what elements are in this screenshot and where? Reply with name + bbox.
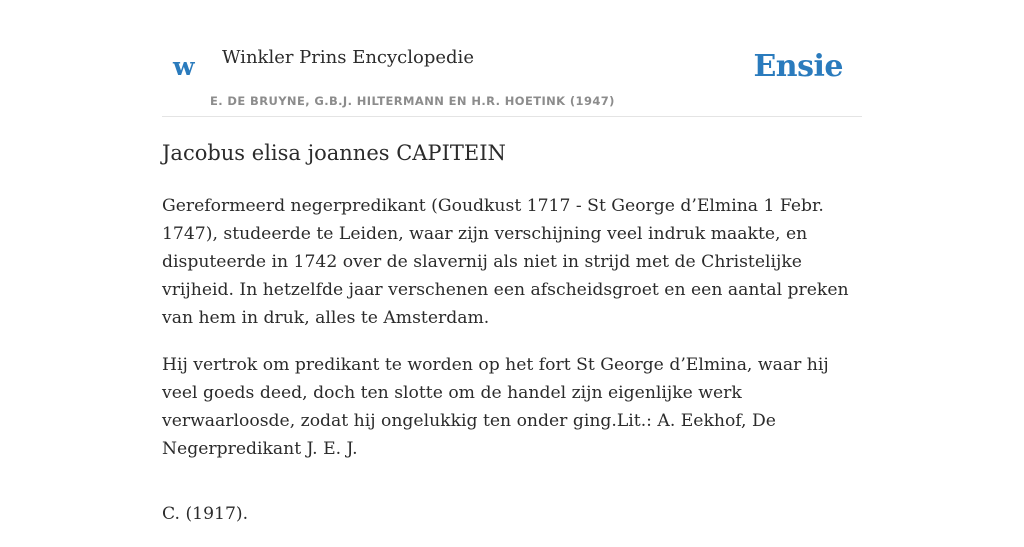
ensie-logo[interactable]: Ensie	[753, 49, 843, 84]
page-header	[162, 0, 862, 117]
winkler-prins-logo-icon[interactable]: w	[173, 52, 195, 81]
article	[162, 140, 864, 547]
article-paragraph: Gereformeerd negerpredikant (Goudkust 1717 - St George d’Elmina 1 Febr. 1747), studeerde te Leiden, waar zijn verschijning veel indruk maakte, en disputeerde in 1742 over de slavernij als niet in strijd met de Christelijke vrijheid. In hetzelfde jaar verschenen een afscheidsgroet en een aantal preken van hem in druk, alles te Amsterdam.	[162, 196, 849, 329]
article-paragraph: Hij vertrok om predikant te worden op het fort St George d’Elmina, waar hij veel goeds deed, doch ten slotte om de handel zijn eigenlijke werk verwaarloosde, zodat hij ongelukkig ten onder ging.Lit.: A. Eekhof, De Negerpredikant J. E. J.	[162, 355, 829, 460]
article-paragraph: C. (1917).	[162, 504, 249, 525]
article-title: Jacobus elisa joannes CAPITEIN	[162, 141, 506, 165]
source-authors: E. DE BRUYNE, G.B.J. HILTERMANN EN H.R. HOETINK (1947)	[210, 94, 615, 108]
source-title: Winkler Prins Encyclopedie	[222, 47, 474, 68]
